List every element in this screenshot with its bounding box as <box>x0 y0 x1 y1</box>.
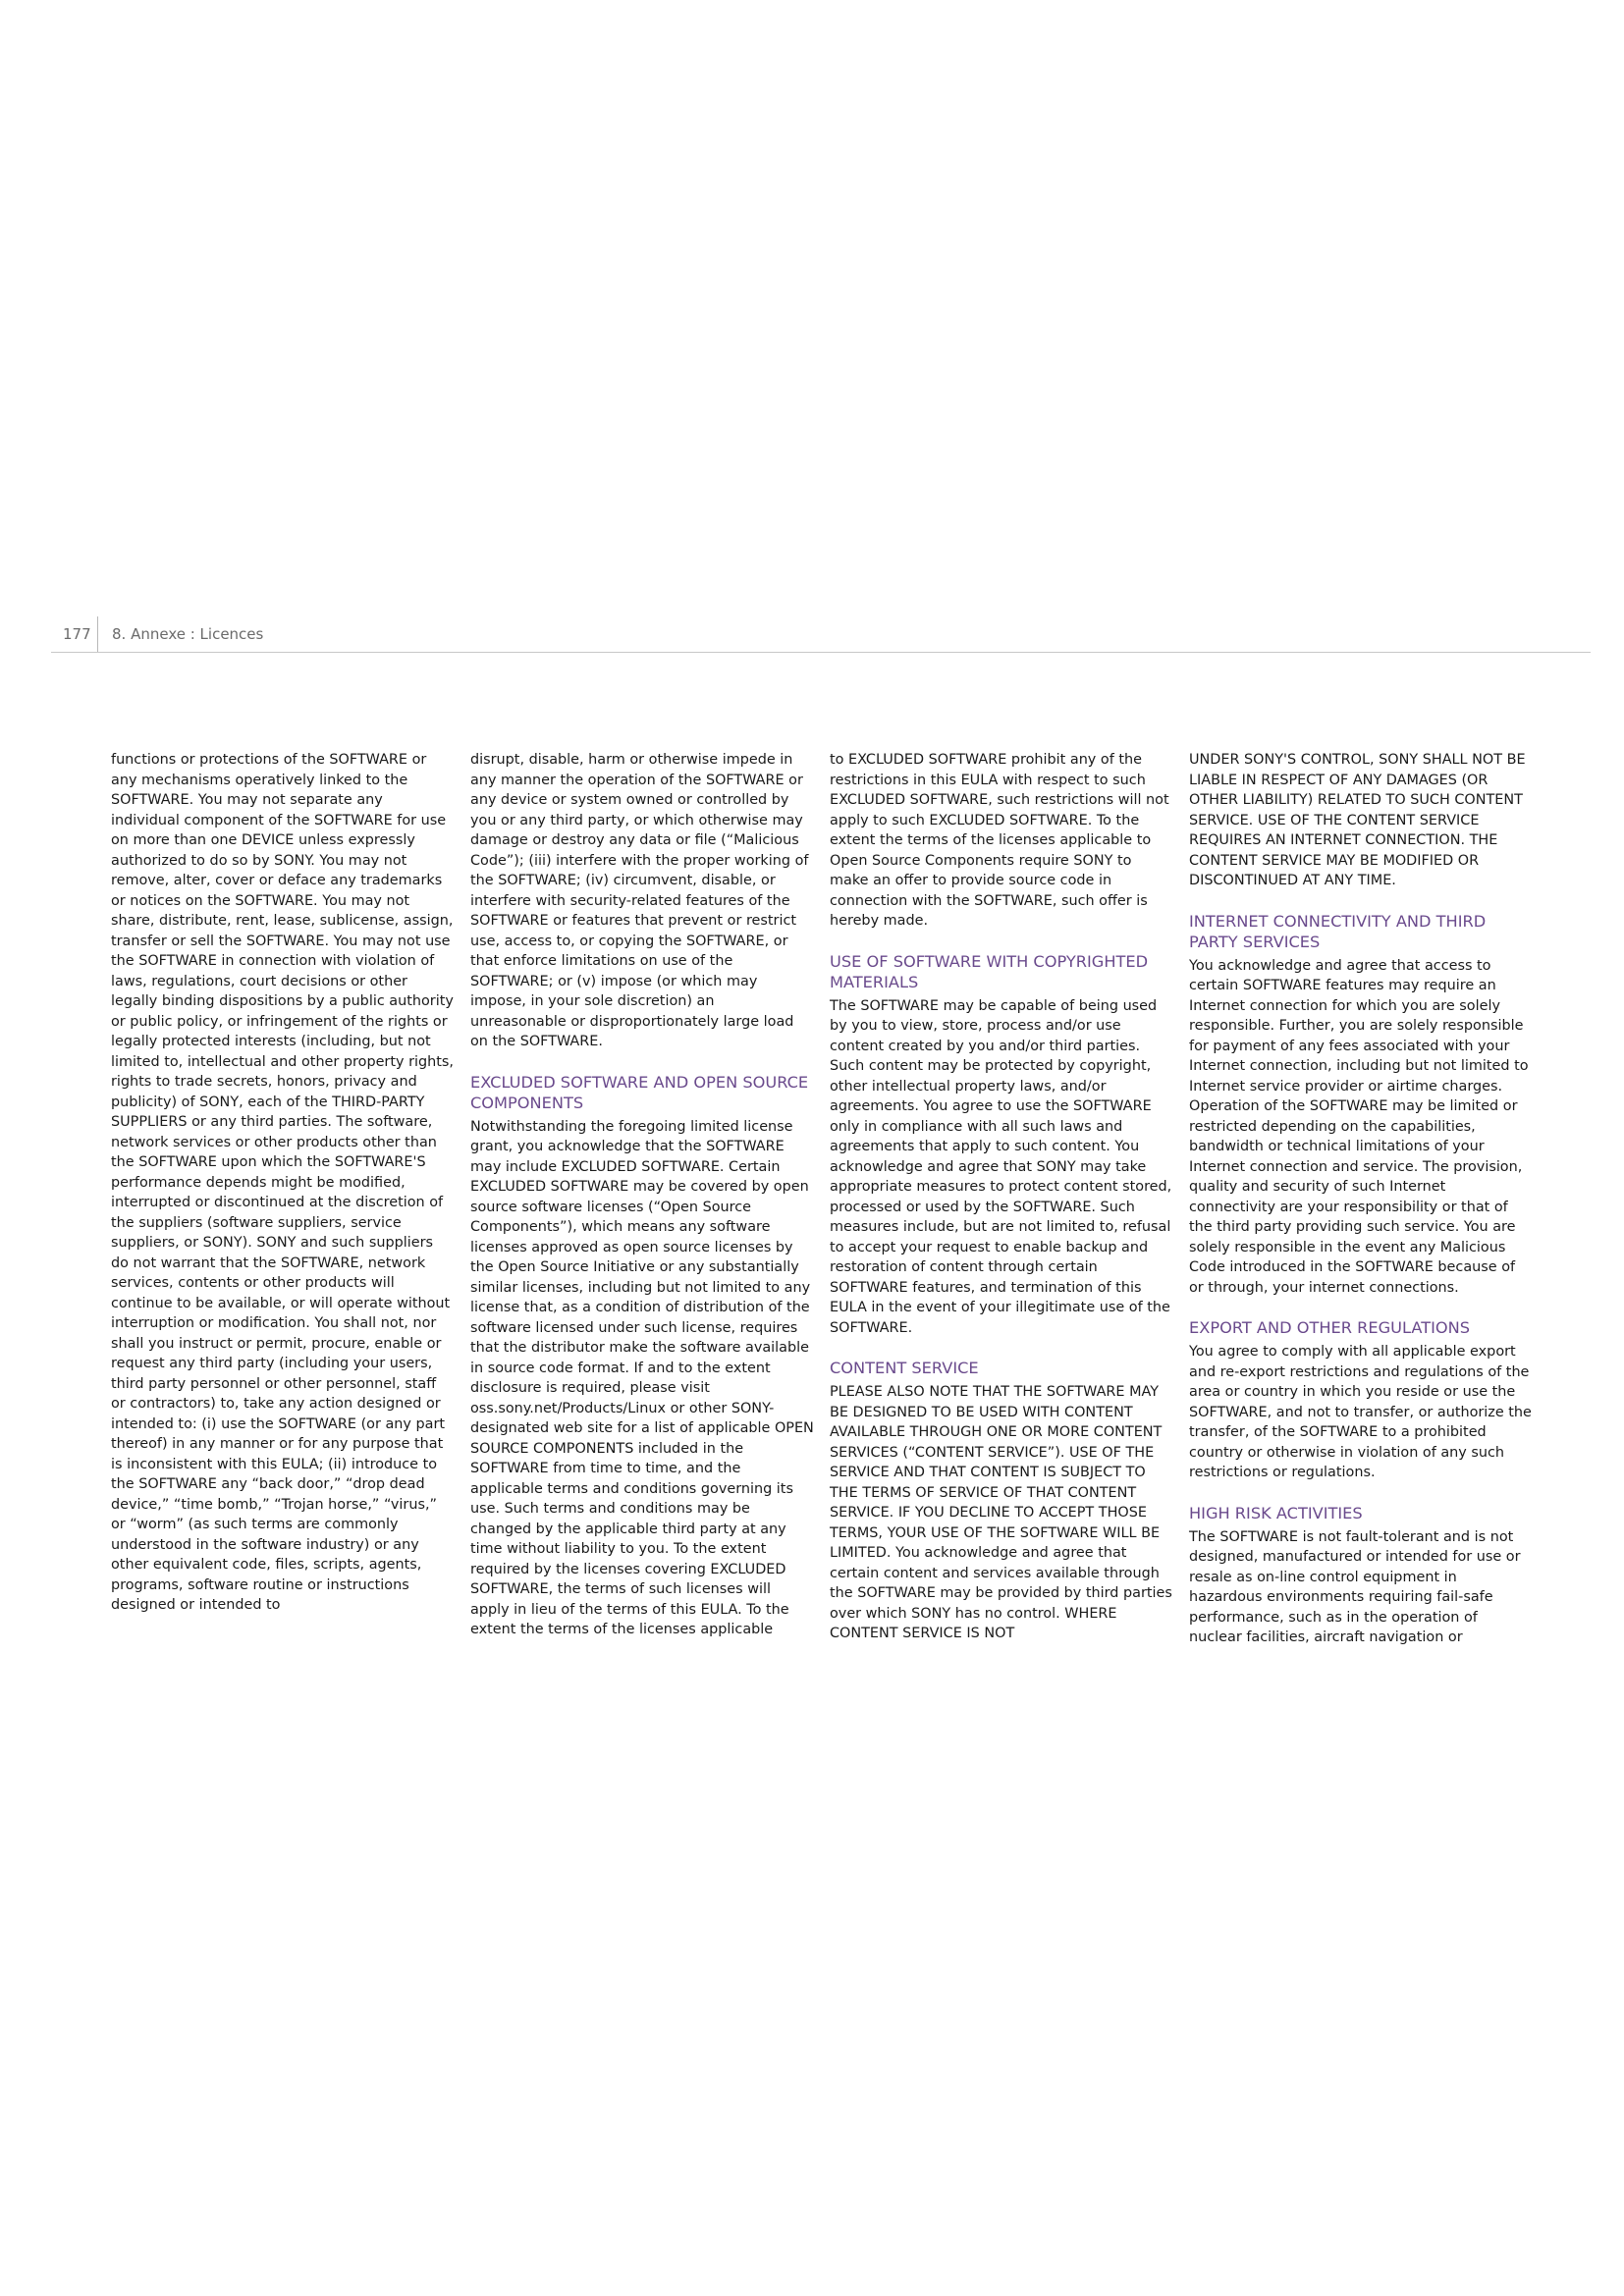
body-paragraph: Notwithstanding the foregoing limited license grant, you acknowledge that the SOFTWARE may include EXCLUDED SOFTWARE. Certain EXCLUDED SOFTWARE may be covered by open source software licenses (“Open Source Components”), which means any software licenses approved as open source licenses by the Open Source Initiative or any substantially similar licenses, including but not limited to any license that, as a condition of distribution of the software licensed under such license, requires that the distributor make the software available in source code format. If and to the extent disclosure is required, please visit oss.sony.net/Products/Linux or other SONY-designated web site for a list of applicable OPEN SOURCE COMPONENTS included in the SOFTWARE from time to time, and the applicable terms and conditions governing its use. Such terms and conditions may be changed by the applicable third party at any time without liability to you. To the extent required by the licenses covering EXCLUDED SOFTWARE, the terms of such licenses will apply in lieu of the terms of this EULA. To the extent the terms of the licenses applicable <box>470 1118 814 1637</box>
section-heading: HIGH RISK ACTIVITIES <box>1189 1503 1363 1522</box>
body-paragraph: PLEASE ALSO NOTE THAT THE SOFTWARE MAY BE DESIGNED TO BE USED WITH CONTENT AVAILABLE THROUGH ONE OR MORE CONTENT SERVICES (“CONTENT SERVICE”). USE OF THE SERVICE AND THAT CONTENT IS SUBJECT TO THE TERMS OF SERVICE OF THAT CONTENT SERVICE. IF YOU DECLINE TO ACCEPT THOSE TERMS, YOUR USE OF THE SOFTWARE WILL BE LIMITED. You acknowledge and agree that certain content and services available through the SOFTWARE may be provided by third parties over which SONY has no control. WHERE CONTENT SERVICE IS NOT <box>830 1384 1172 1641</box>
section-heading: INTERNET CONNECTIVITY AND THIRD PARTY SERVICES <box>1189 911 1487 951</box>
section-heading: CONTENT SERVICE <box>830 1359 979 1377</box>
header-divider <box>97 616 98 652</box>
body-paragraph: functions or protections of the SOFTWARE or any mechanisms operatively linked to the SOFTWARE. You may not separate any individual component of the SOFTWARE for use on more than one DEVICE unless expressly authorized to do so by SONY. You may not remove, alter, cover or deface any trademarks or notices on the SOFTWARE. You may not share, distribute, rent, lease, sublicense, assign, transfer or sell the SOFTWARE. You may not use the SOFTWARE in connection with violation of laws, regulations, court decisions or other legally binding dispositions by a public authority or public policy, or infringement of the rights or legally protected interests (including, but not limited to, intellectual and other property rights, rights to trade secrets, honors, privacy and publicity) of SONY, each of the THIRD-PARTY SUPPLIERS or any third parties. The software, network services or other products other than the SOFTWARE upon which the SOFTWARE'S performance depends might be modified, interrupted or discontinued at the discretion of the suppliers (software suppliers, service suppliers, or SONY). SONY and such suppliers do not warrant that the SOFTWARE, network services, contents or other products will continue to be available, or will operate without interruption or modification. You shall not, nor shall you instruct or permit, procure, enable or request any third party (including your users, third party personnel or other personnel, staff or contractors) to, take any action designed or intended to: (i) use the SOFTWARE (or any part thereof) in any manner or for any purpose that is inconsistent with this EULA; (ii) introduce to the SOFTWARE any “back door,” “drop dead device,” “time bomb,” “Trojan horse,” “virus,” or “worm” (as such terms are commonly understood in the software industry) or any other equivalent code, files, scripts, agents, programs, software routine or instructions designed or intended to <box>111 752 454 1613</box>
section-heading: EXPORT AND OTHER REGULATIONS <box>1189 1318 1470 1337</box>
section-title: 8. Annexe : Licences <box>112 625 264 643</box>
text-column-1 <box>111 750 455 1635</box>
text-column-3 <box>830 750 1173 1664</box>
text-column-4 <box>1189 750 1533 1668</box>
header-rule <box>51 652 1591 653</box>
body-paragraph: disrupt, disable, harm or otherwise impede in any manner the operation of the SOFTWARE or any device or system owned or controlled by you or any third party, or which otherwise may damage or destroy any data or file (“Malicious Code”); (iii) interfere with the proper working of the SOFTWARE; (iv) circumvent, disable, or interfere with security-related features of the SOFTWARE or features that prevent or restrict use, access to, or copying the SOFTWARE, or that enforce limitations on use of the SOFTWARE; or (v) impose (or which may impose, in your sole discretion) an unreasonable or disproportionately large load on the SOFTWARE. <box>470 752 809 1049</box>
section-heading: EXCLUDED SOFTWARE AND OPEN SOURCE COMPONENTS <box>470 1072 809 1112</box>
text-column-2 <box>470 750 814 1660</box>
page-number: 177 <box>63 625 91 643</box>
section-heading: USE OF SOFTWARE WITH COPYRIGHTED MATERIALS <box>830 951 1149 991</box>
body-paragraph: to EXCLUDED SOFTWARE prohibit any of the restrictions in this EULA with respect to such EXCLUDED SOFTWARE, such restrictions will not apply to such EXCLUDED SOFTWARE. To the extent the terms of the licenses applicable to Open Source Components require SONY to make an offer to provide source code in connection with the SOFTWARE, such offer is hereby made. <box>830 752 1169 929</box>
body-paragraph: The SOFTWARE is not fault-tolerant and is not designed, manufactured or intended for use or resale as on-line control equipment in hazardous environments requiring fail-safe performance, such as in the operation of nuclear facilities, aircraft navigation or <box>1189 1528 1521 1645</box>
page-header <box>0 616 1624 656</box>
body-paragraph: You agree to comply with all applicable export and re-export restrictions and regulations of the area or country in which you reside or use the SOFTWARE, and not to transfer, or authorize the transfer, of the SOFTWARE to a prohibited country or otherwise in violation of any such restrictions or regulations. <box>1189 1344 1532 1480</box>
body-paragraph: UNDER SONY'S CONTROL, SONY SHALL NOT BE LIABLE IN RESPECT OF ANY DAMAGES (OR OTHER LIABILITY) RELATED TO SUCH CONTENT SERVICE. USE OF THE CONTENT SERVICE REQUIRES AN INTERNET CONNECTION. THE CONTENT SERVICE MAY BE MODIFIED OR DISCONTINUED AT ANY TIME. <box>1189 752 1526 888</box>
body-paragraph: The SOFTWARE may be capable of being used by you to view, store, process and/or use content created by you and/or third parties. Such content may be protected by copyright, other intellectual property laws, and/or agreements. You agree to use the SOFTWARE only in compliance with all such laws and agreements that apply to such content. You acknowledge and agree that SONY may take appropriate measures to protect content stored, processed or used by the SOFTWARE. Such measures include, but are not limited to, refusal to accept your request to enable backup and restoration of content through certain SOFTWARE features, and termination of this EULA in the event of your illegitimate use of the SOFTWARE. <box>830 997 1172 1336</box>
body-paragraph: You acknowledge and agree that access to certain SOFTWARE features may require an Internet connection for which you are solely responsible. Further, you are solely responsible for payment of any fees associated with your Internet connection, including but not limited to Internet service provider or airtime charges. Operation of the SOFTWARE may be limited or restricted depending on the capabilities, bandwidth or technical limitations of your Internet connection and service. The provision, quality and security of such Internet connectivity are your responsibility or that of the third party providing such service. You are solely responsible in the event any Malicious Code introduced in the SOFTWARE because of or through, your internet connections. <box>1189 957 1529 1296</box>
